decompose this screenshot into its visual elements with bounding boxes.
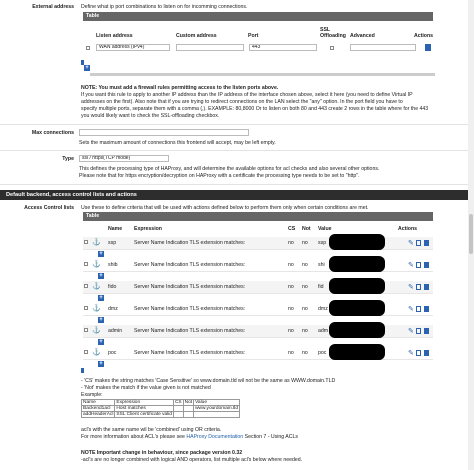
acl-row-cs: no: [288, 350, 294, 356]
acl-row-cs: no: [288, 240, 294, 246]
redaction-mark: [329, 322, 385, 338]
edit-icon[interactable]: ✎: [408, 328, 414, 335]
acl-after-1-text: For more information about ACL's please see: [81, 434, 185, 440]
copy-icon[interactable]: [416, 306, 421, 312]
external-note-2: addresses on the first). Also note that if you are trying to redirect connections on the LAN select the "any" option. In the port field you have to: [81, 99, 403, 105]
acl-row-value: adm: [318, 328, 329, 334]
row-select-checkbox[interactable]: [86, 46, 90, 50]
acl-label: Access Control lists: [24, 205, 74, 211]
advanced-input[interactable]: [350, 44, 416, 51]
anchor-icon[interactable]: ⚓: [92, 239, 101, 246]
acl-row-not: no: [302, 328, 308, 334]
external-note-1: [81, 92, 413, 98]
acl-row-name: ssp: [108, 240, 117, 246]
col-actions: Actions: [414, 33, 434, 39]
acl-row-value: dmz: [318, 306, 328, 312]
redaction-mark: [329, 300, 385, 316]
acl-row-cs: no: [288, 306, 294, 312]
delete-icon[interactable]: [424, 306, 429, 312]
delete-icon[interactable]: [424, 240, 429, 246]
col-listen-address: Listen address: [96, 33, 133, 39]
table-scrollbar[interactable]: [90, 73, 435, 76]
acl-doc-suffix: Section 7 - Using ACLs: [244, 434, 298, 440]
section-header: Default backend, access control lists and actions: [0, 190, 474, 200]
acl-col-value: Value: [318, 226, 332, 232]
acl-row-expression: Server Name Indication TLS extension matches:: [134, 284, 246, 290]
external-note-3: specify multiple ports, separate them with a comma (,). EXAMPLE: 80,8000 Or to listen on both 80 and 443 create 2 rows in the table where for the 443: [81, 106, 429, 112]
acl-row-expression: Server Name Indication TLS extension matches:: [134, 262, 246, 268]
col-port: Port: [248, 33, 259, 39]
max-connections-desc: Sets the maximum amount of connections this frontend will accept, may be left empty.: [79, 140, 276, 146]
acl-insert-row-button[interactable]: +: [99, 317, 103, 323]
acl-table-row: [83, 347, 433, 360]
acl-after-0: acl's with the same name wil be 'combined' using OR criteria.: [81, 427, 222, 433]
acl-row-name: dmz: [108, 306, 118, 312]
acl-row-name: fido: [108, 284, 117, 290]
acl-example-table: [81, 399, 240, 418]
max-connections-row: [0, 126, 474, 151]
type-label: Type: [62, 156, 74, 162]
acl-row-value: fid: [318, 284, 324, 290]
acl-row-not: no: [302, 240, 308, 246]
anchor-icon[interactable]: ⚓: [92, 327, 101, 334]
example-cell: www.yourdomain.tld: [195, 406, 239, 411]
example-cell: SSL Client certificate valid: [116, 412, 172, 417]
anchor-icon[interactable]: ⚓: [92, 283, 101, 290]
acl-row-checkbox[interactable]: [84, 262, 88, 266]
type-select[interactable]: ssl / https(TCP mode): [79, 155, 169, 162]
col-advanced: Advanced: [350, 33, 375, 39]
external-note-4: you would likely want to check the SSL-offloading checkbox.: [81, 113, 220, 119]
acl-after-1: [81, 434, 298, 440]
max-connections-label: Max connections: [31, 130, 74, 136]
acl-drag-handle-icon[interactable]: [81, 368, 84, 373]
acl-table-row: [83, 237, 433, 250]
edit-icon[interactable]: ✎: [408, 262, 414, 269]
delete-icon[interactable]: [424, 284, 429, 290]
type-desc-0: This defines the processing type of HAProxy, and will determine the available options for acl checks and also several other options.: [79, 166, 380, 172]
haproxy-doc-link[interactable]: HAProxy Documentation: [186, 434, 244, 440]
copy-icon[interactable]: [416, 284, 421, 290]
acl-table-row: [83, 325, 433, 338]
example-header-cell: Name: [82, 400, 115, 406]
vertical-scrollbar[interactable]: [468, 0, 474, 470]
delete-icon[interactable]: [425, 44, 431, 51]
acl-row-expression: Server Name Indication TLS extension matches:: [134, 306, 246, 312]
acl-row-checkbox[interactable]: [84, 306, 88, 310]
delete-icon[interactable]: [424, 350, 429, 356]
acl-col-cs: CS: [288, 226, 296, 232]
copy-icon[interactable]: [416, 350, 421, 356]
acl-insert-row-button[interactable]: +: [99, 251, 103, 257]
anchor-icon[interactable]: ⚓: [92, 305, 101, 312]
acl-row-not: no: [302, 262, 308, 268]
acl-table-row: [83, 259, 433, 272]
acl-row-cs: no: [288, 262, 294, 268]
acl-col-name: Name: [108, 226, 123, 232]
acl-row-checkbox[interactable]: [84, 350, 88, 354]
acl-row-value: poc: [318, 350, 327, 356]
acl-note-2: Example:: [81, 392, 103, 398]
anchor-icon[interactable]: ⚓: [92, 261, 101, 268]
acl-note-0: - 'CS' makes the string matches 'Case Sensitive' so www.domain.tld wil not be the same as WWW.domain.TLD: [81, 378, 336, 384]
example-row: [82, 412, 240, 418]
external-address-label: External address: [32, 4, 74, 10]
acl-table-title: Table: [83, 212, 433, 221]
redaction-mark: [329, 278, 385, 294]
copy-icon[interactable]: [416, 240, 421, 246]
acl-important-2: -acl's are no longer combined with logical AND operators, list multiple acl's below where needed.: [81, 457, 303, 463]
acl-desc: Use these to define criteria that will be used with actions defined below to perform them only when certain conditions are met.: [81, 205, 369, 211]
acl-row-name: shib: [108, 262, 118, 268]
port-input[interactable]: 443: [249, 44, 317, 51]
acl-block: [0, 201, 474, 470]
acl-row-cs: no: [288, 284, 294, 290]
acl-row-expression: Server Name Indication TLS extension matches:: [134, 240, 246, 246]
acl-insert-row-button[interactable]: +: [99, 273, 103, 279]
example-header-cell: Expression: [115, 400, 174, 406]
acl-row-checkbox[interactable]: [84, 284, 88, 288]
external-address-desc: Define what ip port combinations to listen on for incomming connections.: [81, 4, 248, 10]
acl-row-not: no: [302, 350, 308, 356]
example-header-cell: Value: [194, 400, 240, 406]
anchor-icon[interactable]: ⚓: [92, 349, 101, 356]
acl-table-row: [83, 281, 433, 294]
acl-row-value: shi: [318, 262, 325, 268]
example-header-cell: CS: [174, 400, 182, 405]
example-cell: [173, 412, 183, 418]
external-note-0: NOTE: You must add a firewall rules permitting access to the listen ports above.: [81, 85, 279, 91]
max-connections-input[interactable]: [79, 129, 249, 136]
acl-row-not: no: [302, 306, 308, 312]
edit-icon[interactable]: ✎: [408, 284, 414, 291]
edit-icon[interactable]: ✎: [408, 240, 414, 247]
acl-row-cs: no: [288, 328, 294, 334]
copy-icon[interactable]: [416, 262, 421, 268]
acl-insert-row-button[interactable]: +: [99, 295, 103, 301]
external-table-title: Table: [83, 12, 433, 21]
example-cell: Backend1acl: [82, 406, 115, 412]
redaction-mark: [329, 256, 385, 272]
acl-col-expression: Expression: [134, 226, 162, 232]
acl-row-checkbox[interactable]: [84, 240, 88, 244]
acl-note-1: - 'Not' makes the match if the value given is not matched: [81, 385, 211, 391]
ssl-offloading-checkbox[interactable]: [330, 46, 334, 50]
copy-icon[interactable]: [416, 328, 421, 334]
edit-icon[interactable]: ✎: [408, 306, 414, 313]
external-address-row: [0, 0, 474, 125]
acl-row-value: ssp: [318, 240, 327, 246]
custom-address-input[interactable]: [176, 44, 244, 51]
acl-row-expression: Server Name Indication TLS extension matches:: [134, 350, 246, 356]
delete-icon[interactable]: [424, 328, 429, 334]
delete-icon[interactable]: [424, 262, 429, 268]
acl-col-not: Not: [302, 226, 311, 232]
example-cell: [183, 412, 193, 418]
example-header-cell: Not: [184, 400, 193, 405]
redaction-mark: [329, 344, 385, 360]
edit-icon[interactable]: ✎: [408, 350, 414, 357]
col-ssl-offloading: SSL Offloading: [320, 27, 346, 39]
type-desc-1: Please note that for https encryption/decryption on HAProxy with a certificate the processing type needs to be set to "http".: [79, 173, 360, 179]
example-cell: [194, 412, 240, 418]
example-cell: addHeaderAcl: [83, 412, 114, 417]
add-row-button[interactable]: +: [85, 65, 89, 71]
acl-row-expression: Server Name Indication TLS extension matches:: [134, 328, 246, 334]
vertical-scrollbar-thumb[interactable]: [469, 214, 473, 254]
type-row: [0, 152, 474, 185]
example-cell: Host matches: [115, 406, 174, 412]
acl-table-row: [83, 303, 433, 316]
acl-row-name: admin: [108, 328, 123, 334]
acl-row-not: no: [302, 284, 308, 290]
acl-insert-row-button[interactable]: +: [99, 361, 103, 367]
acl-col-actions: Actions: [398, 226, 418, 232]
listen-address-select[interactable]: WAN address (IPv4): [96, 44, 170, 51]
col-custom-address: Custom address: [176, 33, 217, 39]
redaction-mark: [329, 234, 385, 250]
acl-insert-row-button[interactable]: +: [99, 339, 103, 345]
acl-row-name: poc: [108, 350, 117, 356]
acl-important: NOTE Important change in behaviour, since package version 0.32: [81, 450, 243, 456]
external-note-1-text: If you want this rule to apply to another IP address than the IP address of the interface chosen above, select it here (you need to define Virtual IP: [81, 92, 413, 98]
acl-row-checkbox[interactable]: [84, 328, 88, 332]
